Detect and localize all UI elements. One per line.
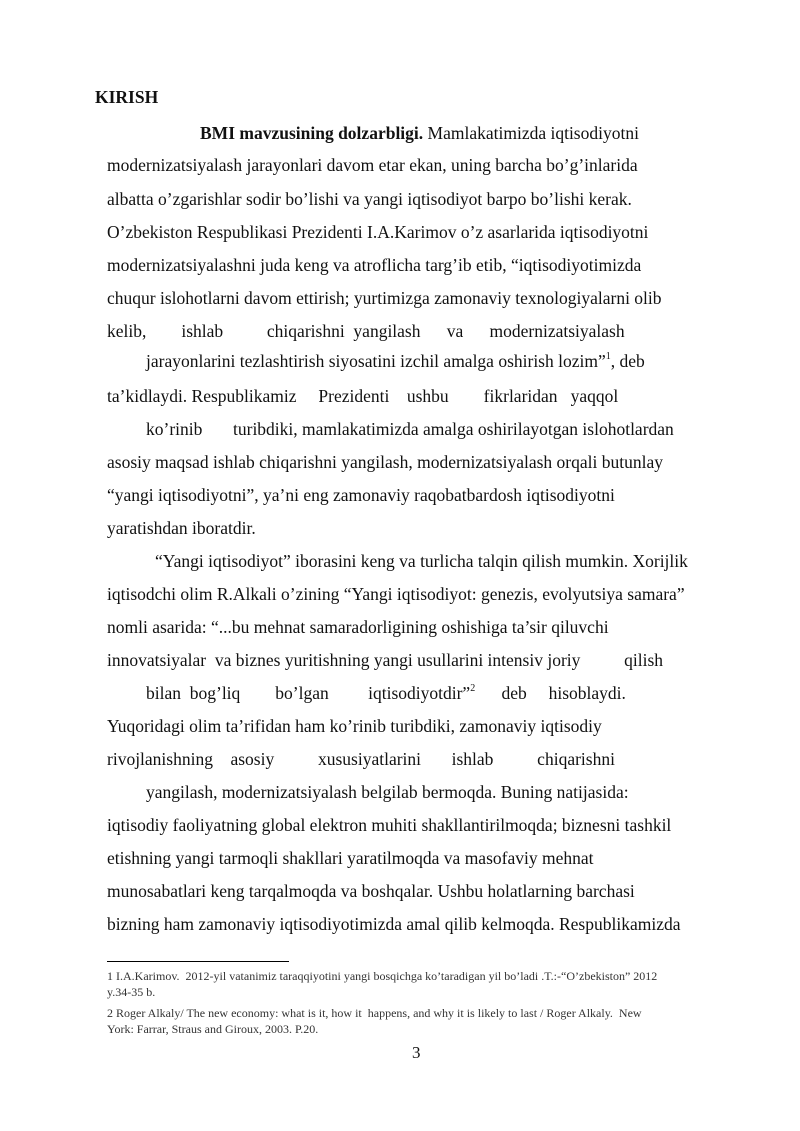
paragraph-line: asosiy maqsad ishlab chiqarishni yangilash, modernizatsiyalash orqali butunlay <box>107 452 663 472</box>
paragraph-line: ko’rinib turibdiki, mamlakatimizda amalga oshirilayotgan islohotlardan <box>146 419 674 439</box>
footnote-2-cont: York: Farrar, Straus and Giroux, 2003. P.20. <box>107 1022 319 1036</box>
footnote-ref: 1 <box>605 351 611 363</box>
section-heading: KIRISH <box>95 87 159 107</box>
paragraph-line: bizning ham zamonaviy iqtisodiyotimizda amal qilib kelmoqda. Respublikamizda <box>107 914 681 934</box>
page-number: 3 <box>412 1043 421 1062</box>
paragraph-line: BMI mavzusining dolzarbligi. Mamlakatimizda iqtisodiyotni <box>200 123 639 143</box>
footnote-ref: 2 <box>470 683 476 695</box>
footnote-divider <box>107 961 289 962</box>
paragraph-line: chuqur islohotlarni davom ettirish; yurtimizga zamonaviy texnologiyalarni olib <box>107 288 662 308</box>
paragraph-line: jarayonlarini tezlashtirish siyosatini izchil amalga oshirish lozim”$^1$, deb <box>146 351 645 371</box>
paragraph-line: yangilash, modernizatsiyalash belgilab bermoqda. Buning natijasida: <box>146 782 629 802</box>
paragraph-line: modernizatsiyalashni juda keng va atroflicha targ’ib etib, “iqtisodiyotimizda <box>107 255 642 275</box>
paragraph-title: BMI mavzusining dolzarbligi. <box>200 123 424 143</box>
footnote-2: 2 Roger Alkaly/ The new economy: what is it, how it happens, and why it is likely to last / Roger Alkaly. New <box>107 1006 642 1020</box>
paragraph-line: ta’kidlaydi. Respublikamiz Prezidenti ushbu fikrlaridan yaqqol <box>107 386 619 406</box>
paragraph-line: bilan bog’liq bo’lgan iqtisodiyotdir”$^2$ deb hisoblaydi. <box>146 683 626 703</box>
paragraph-line: innovatsiyalar va biznes yuritishning yangi usullarini intensiv joriy qilish <box>107 650 664 670</box>
paragraph-line: modernizatsiyalash jarayonlari davom etar ekan, uning barcha bo’g’inlarida <box>107 155 638 175</box>
paragraph-line: etishning yangi tarmoqli shakllari yaratilmoqda va masofaviy mehnat <box>107 848 594 868</box>
paragraph-line: “Yangi iqtisodiyot” iborasini keng va turlicha talqin qilish mumkin. Xorijlik <box>155 551 688 571</box>
paragraph-line: rivojlanishning asosiy xususiyatlarini ishlab chiqarishni <box>107 749 615 769</box>
footnote-1: 1 I.A.Karimov. 2012-yil vatanimiz taraqqiyotini yangi bosqichga ko’taradigan yil bo’ladi .T.:-“O’zbekiston” 2012 <box>107 969 658 983</box>
footnote-1-cont: y.34-35 b. <box>107 985 156 999</box>
paragraph-line: iqtisodchi olim R.Alkali o’zining “Yangi iqtisodiyot: genezis, evolyutsiya samara” <box>107 584 685 604</box>
paragraph-line: Yuqoridagi olim ta’rifidan ham ko’rinib turibdiki, zamonaviy iqtisodiy <box>107 716 602 736</box>
paragraph-line: munosabatlari keng tarqalmoqda va boshqalar. Ushbu holatlarning barchasi <box>107 881 635 901</box>
paragraph-line: kelib, ishlab chiqarishni yangilash va modernizatsiyalash <box>107 321 625 341</box>
paragraph-line: O’zbekiston Respublikasi Prezidenti I.A.Karimov o’z asarlarida iqtisodiyotni <box>107 222 649 242</box>
paragraph-line: nomli asarida: “...bu mehnat samaradorligining oshishiga ta’sir qiluvchi <box>107 617 609 637</box>
paragraph-line: yaratishdan iboratdir. <box>107 518 256 538</box>
paragraph-line: “yangi iqtisodiyotni”, ya’ni eng zamonaviy raqobatbardosh iqtisodiyotni <box>107 485 615 505</box>
paragraph-line: albatta o’zgarishlar sodir bo’lishi va yangi iqtisodiyot barpo bo’lishi kerak. <box>107 189 632 209</box>
paragraph-line: iqtisodiy faoliyatning global elektron muhiti shakllantirilmoqda; biznesni tashkil <box>107 815 672 835</box>
